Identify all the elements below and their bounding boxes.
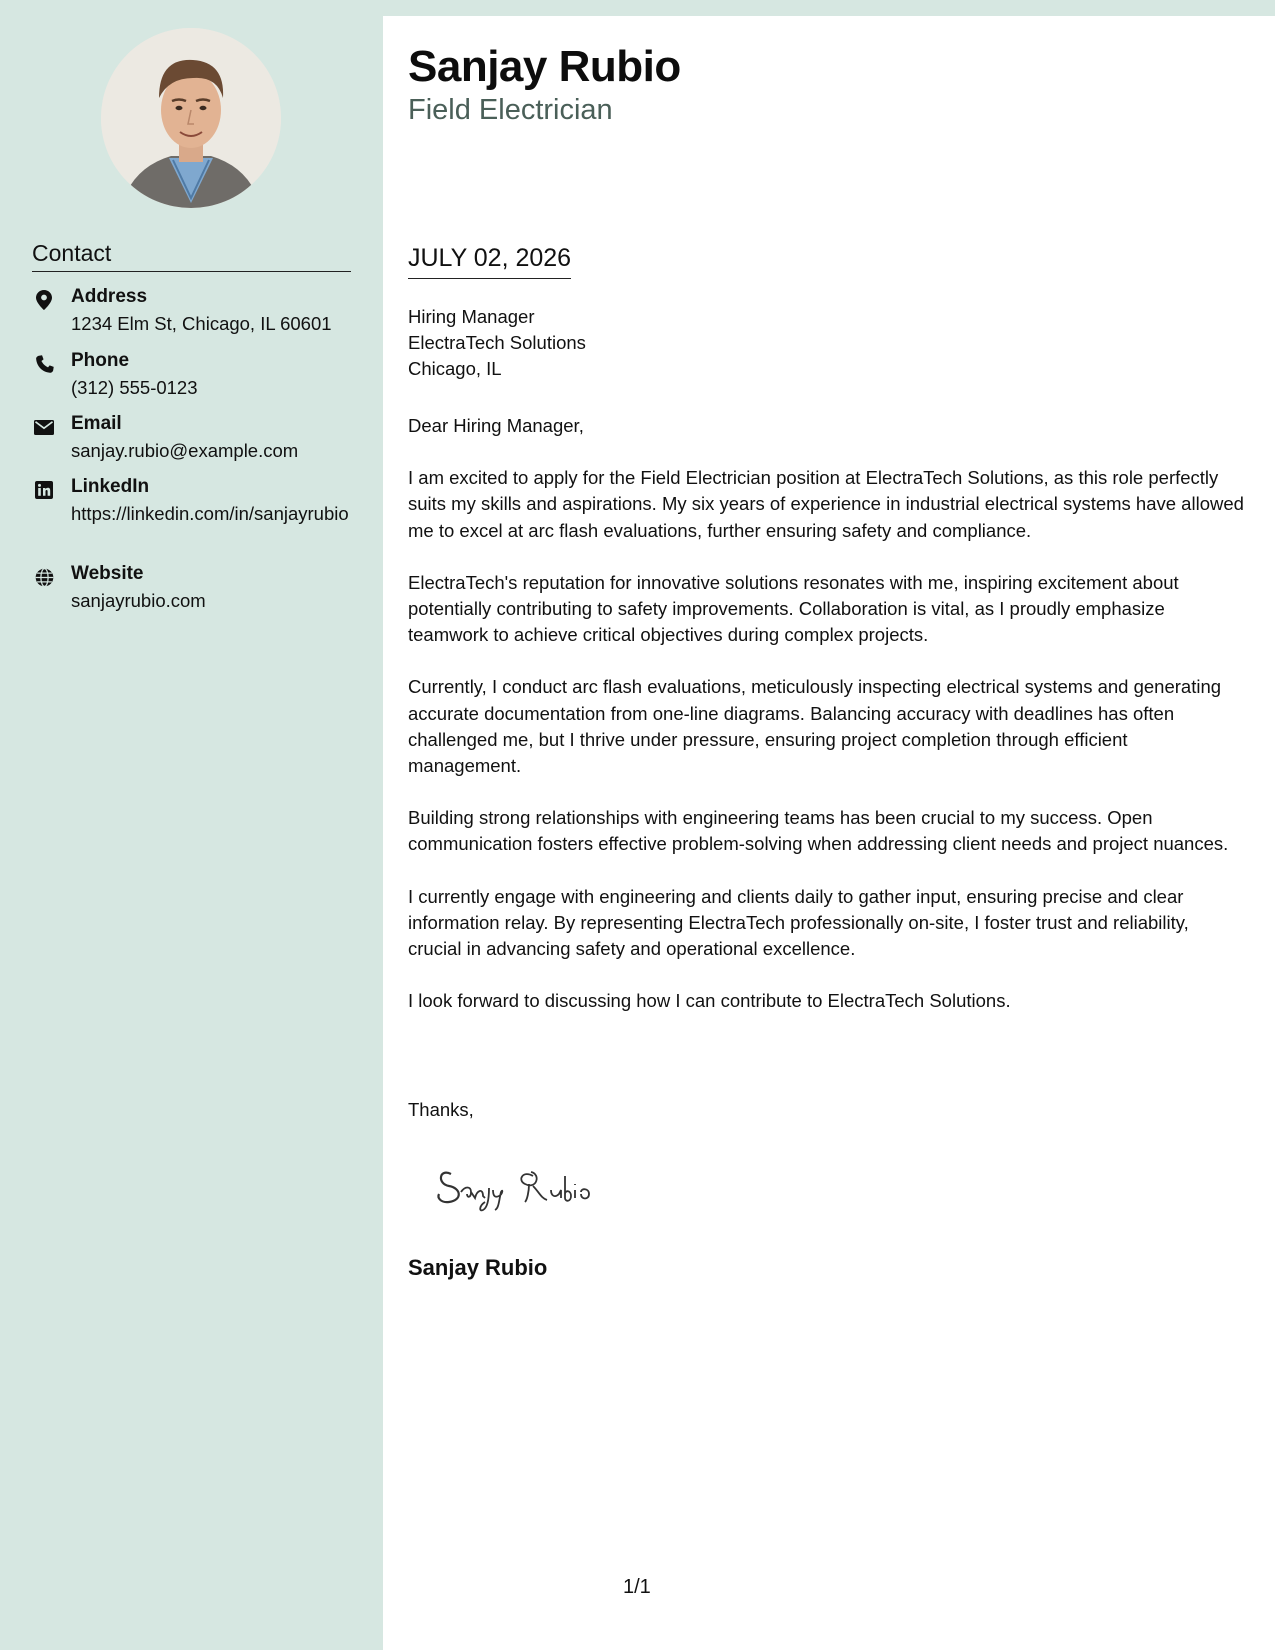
closing-text: Thanks, (408, 1099, 474, 1120)
recipient-line: Chicago, IL (408, 358, 502, 379)
body-paragraph: Currently, I conduct arc flash evaluations, meticulously inspecting electrical systems and generating accurate documentation from one-line diagrams. Balancing accuracy with deadlines has often challenged me, but I thrive under pressure, ensuring project completion through efficient management. (408, 676, 1222, 777)
job-title: Field Electrician (408, 94, 613, 126)
body-paragraph: ElectraTech's reputation for innovative solutions resonates with me, inspiring excitement about potentially contributing to safety improvements. Collaboration is vital, as I proudly emphasize teamwork to achieve critical objectives during complex projects. (408, 571, 1179, 646)
body-paragraph: I currently engage with engineering and clients daily to gather input, ensuring precise and clear information relay. By representing ElectraTech professionally on-site, I foster trust and reliability, crucial in advancing safety and operational excellence. (408, 885, 1189, 960)
handwritten-signature (433, 1156, 633, 1220)
applicant-name: Sanjay Rubio (408, 42, 681, 91)
letter-panel (383, 16, 1275, 1650)
signature-name: Sanjay Rubio (408, 1255, 548, 1280)
contact-heading: Contact (32, 240, 351, 272)
email-label: Email (71, 413, 122, 434)
recipient-line: Hiring Manager (408, 306, 535, 327)
letter-body (408, 413, 1244, 1040)
linkedin-value[interactable]: https://linkedin.com/in/sanjayrubio (71, 503, 349, 524)
phone-icon (32, 352, 56, 376)
profile-photo (101, 28, 281, 208)
letter-date: JULY 02, 2026 (408, 244, 571, 279)
map-pin-icon (32, 288, 56, 312)
recipient-line: ElectraTech Solutions (408, 332, 586, 353)
email-value[interactable]: sanjay.rubio@example.com (71, 440, 299, 461)
globe-icon (32, 565, 56, 589)
body-paragraph: I am excited to apply for the Field Electrician position at ElectraTech Solutions, as this role perfectly suits my skills and aspirations. My six years of experience in industrial electrical systems have allowed me to excel at arc flash evaluations, further ensuring safety and compliance. (408, 467, 1244, 541)
envelope-icon (32, 415, 56, 439)
website-value[interactable]: sanjayrubio.com (71, 590, 206, 611)
page-number: 1/1 (623, 1576, 651, 1598)
address-value: 1234 Elm St, Chicago, IL 60601 (71, 313, 332, 334)
website-label: Website (71, 563, 144, 584)
recipient-block (408, 304, 586, 382)
address-label: Address (71, 286, 148, 307)
sidebar (0, 0, 383, 1650)
body-paragraph: I look forward to discussing how I can contribute to ElectraTech Solutions. (408, 990, 1011, 1012)
phone-value: (312) 555-0123 (71, 377, 198, 398)
linkedin-icon (32, 478, 56, 502)
salutation: Dear Hiring Manager, (408, 415, 584, 436)
body-paragraph: Building strong relationships with engineering teams has been crucial to my success. Open communication fosters effective problem-solving when addressing client needs and project nuances. (408, 807, 1229, 855)
phone-label: Phone (71, 350, 130, 371)
linkedin-label: LinkedIn (71, 476, 150, 497)
